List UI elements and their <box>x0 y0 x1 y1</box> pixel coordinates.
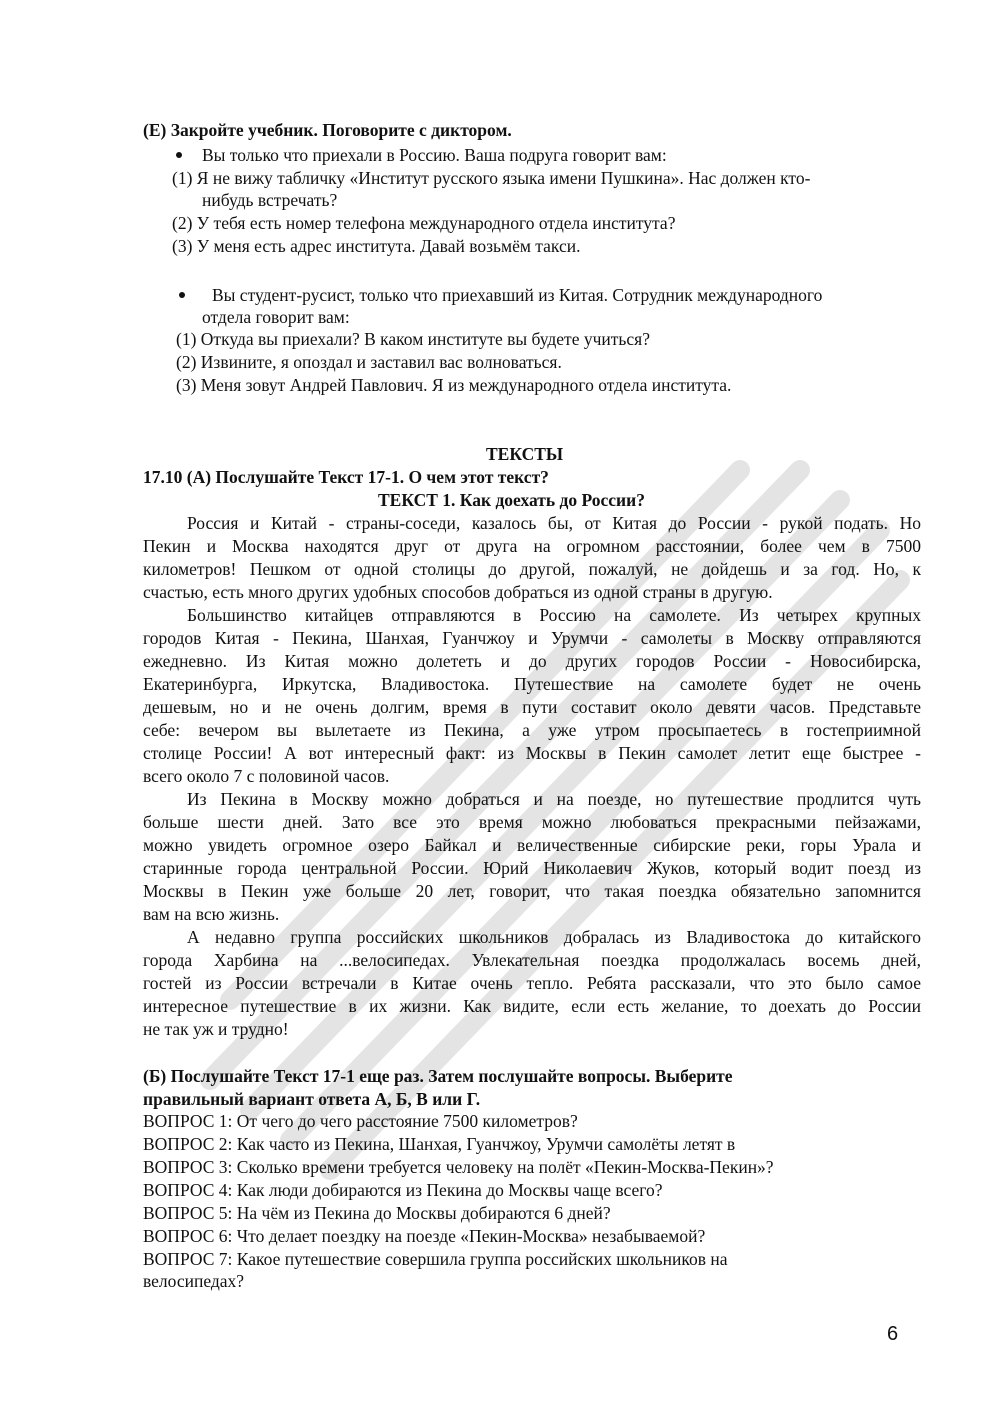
text-line: вам на всю жизнь. <box>143 904 280 924</box>
question-item: ВОПРОС 6: Что делает поездку на поезде «Пекин-Москва» незабываемой? <box>143 1226 706 1246</box>
text-line: всего около 7 с половиной часов. <box>143 766 390 786</box>
group2-bullet-text: Вы студент-русист, только что приехавший из Китая. Сотрудник международного <box>212 285 823 305</box>
text-line: интересное путешествие в их жизни. Как видите, если есть желание, то доехать до России <box>143 996 921 1016</box>
section-e-heading: (Е) Закройте учебник. Поговорите с диктором. <box>143 120 512 140</box>
text-line: Москвы в Пекин уже больше 20 лет, говорит, что такая поездка обязательно запомнится <box>143 881 921 901</box>
question-item: ВОПРОС 5: На чём из Пекина до Москвы добираются 6 дней? <box>143 1203 611 1223</box>
section-b-heading: (Б) Послушайте Текст 17-1 еще раз. Затем послушайте вопросы. Выберите <box>143 1066 733 1086</box>
question-item: ВОПРОС 2: Как часто из Пекина, Шанхая, Гуанчжоу, Урумчи самолёты летят в <box>143 1134 736 1154</box>
text-line: гостей из России встречали в Китае очень тепло. Ребята рассказали, что это было самое <box>143 973 921 993</box>
question-item: велосипедах? <box>143 1271 245 1291</box>
question-item: ВОПРОС 4: Как люди добираются из Пекина до Москвы чаще всего? <box>143 1180 663 1200</box>
group1-item: (2) У тебя есть номер телефона международного отдела института? <box>172 213 676 233</box>
text-line: Из Пекина в Москву можно добраться и на поезде, но путешествие продлится чуть <box>187 789 921 809</box>
section-b-heading: правильный вариант ответа А, Б, В или Г. <box>143 1089 481 1109</box>
group2-item: (3) Меня зовут Андрей Павлович. Я из международного отдела института. <box>176 375 732 395</box>
text-line: городов Китая - Пекина, Шанхая, Гуанчжоу и Урумчи - самолеты в Москву отправляются <box>143 628 921 648</box>
text-line: Россия и Китай - страны-соседи, казалось бы, от Китая до России - рукой подать. Но <box>187 513 921 533</box>
question-item: ВОПРОС 7: Какое путешествие совершила группа российских школьников на <box>143 1249 728 1269</box>
question-item: ВОПРОС 1: От чего до чего расстояние 7500 километров? <box>143 1111 578 1131</box>
texts-heading: ТЕКСТЫ <box>486 444 564 464</box>
text-line: Пекин и Москва находятся друг от друга на огромном расстоянии, более чем в 7500 <box>143 536 921 556</box>
text-line: старинные города центральной России. Юрий Николаевич Жуков, который водит поезд из <box>143 858 921 878</box>
group1-item: (1) Я не вижу табличку «Институт русского языка имени Пушкина». Нас должен кто- <box>172 168 811 188</box>
bullet-dot <box>179 292 185 298</box>
page-number: 6 <box>887 1323 899 1345</box>
text-title: ТЕКСТ 1. Как доехать до России? <box>378 490 645 510</box>
text-line: Екатеринбурга, Иркутска, Владивостока. Путешествие на самолете будет не очень <box>143 674 921 694</box>
group2-item: (1) Откуда вы приехали? В каком институте вы будете учиться? <box>176 329 650 349</box>
text-line: города Харбина на ...велосипедах. Увлекательная поездка продолжалась восемь дней, <box>143 950 921 970</box>
text-line: ежедневно. Из Китая можно долететь и до других городов России - Новосибирска, <box>143 651 921 671</box>
text-line: не так уж и трудно! <box>143 1019 289 1039</box>
text-line: А недавно группа российских школьников добралась из Владивостока до китайского <box>187 927 921 947</box>
task-a-heading: 17.10 (А) Послушайте Текст 17-1. О чем этот текст? <box>143 467 549 487</box>
group2-item: (2) Извините, я опоздал и заставил вас волноваться. <box>176 352 562 372</box>
text-line: столице России! А вот интересный факт: из Москвы в Пекин самолет летит еще быстрее - <box>143 743 921 763</box>
bullet-dot <box>176 152 182 158</box>
text-line: можно увидеть огромное озеро Байкал и величественные сибирские реки, горы Урала и <box>143 835 921 855</box>
text-line: Большинство китайцев отправляются в Россию на самолете. Из четырех крупных <box>187 605 921 625</box>
text-line: километров! Пешком от одной столицы до другой, пожалуй, не дойдешь и за год. Но, к <box>143 559 921 579</box>
group1-item: нибудь встречать? <box>202 190 338 210</box>
group2-bullet-text: отдела говорит вам: <box>202 307 350 327</box>
group1-item: (3) У меня есть адрес института. Давай возьмём такси. <box>172 236 581 256</box>
text-line: больше шести дней. Зато все это время можно любоваться прекрасными пейзажами, <box>143 812 921 832</box>
text-line: счастью, есть много других удобных способов добраться из одной страны в другую. <box>143 582 773 602</box>
group1-bullet-text: Вы только что приехали в Россию. Ваша подруга говорит вам: <box>202 145 667 165</box>
question-item: ВОПРОС 3: Сколько времени требуется человеку на полёт «Пекин-Москва-Пекин»? <box>143 1157 774 1177</box>
text-line: дешевым, но и не очень долгим, время в пути составит около девяти часов. Представьте <box>143 697 921 717</box>
text-line: себе: вечером вы вылетаете из Пекина, а уже утром просыпаетесь в гостеприимной <box>143 720 921 740</box>
